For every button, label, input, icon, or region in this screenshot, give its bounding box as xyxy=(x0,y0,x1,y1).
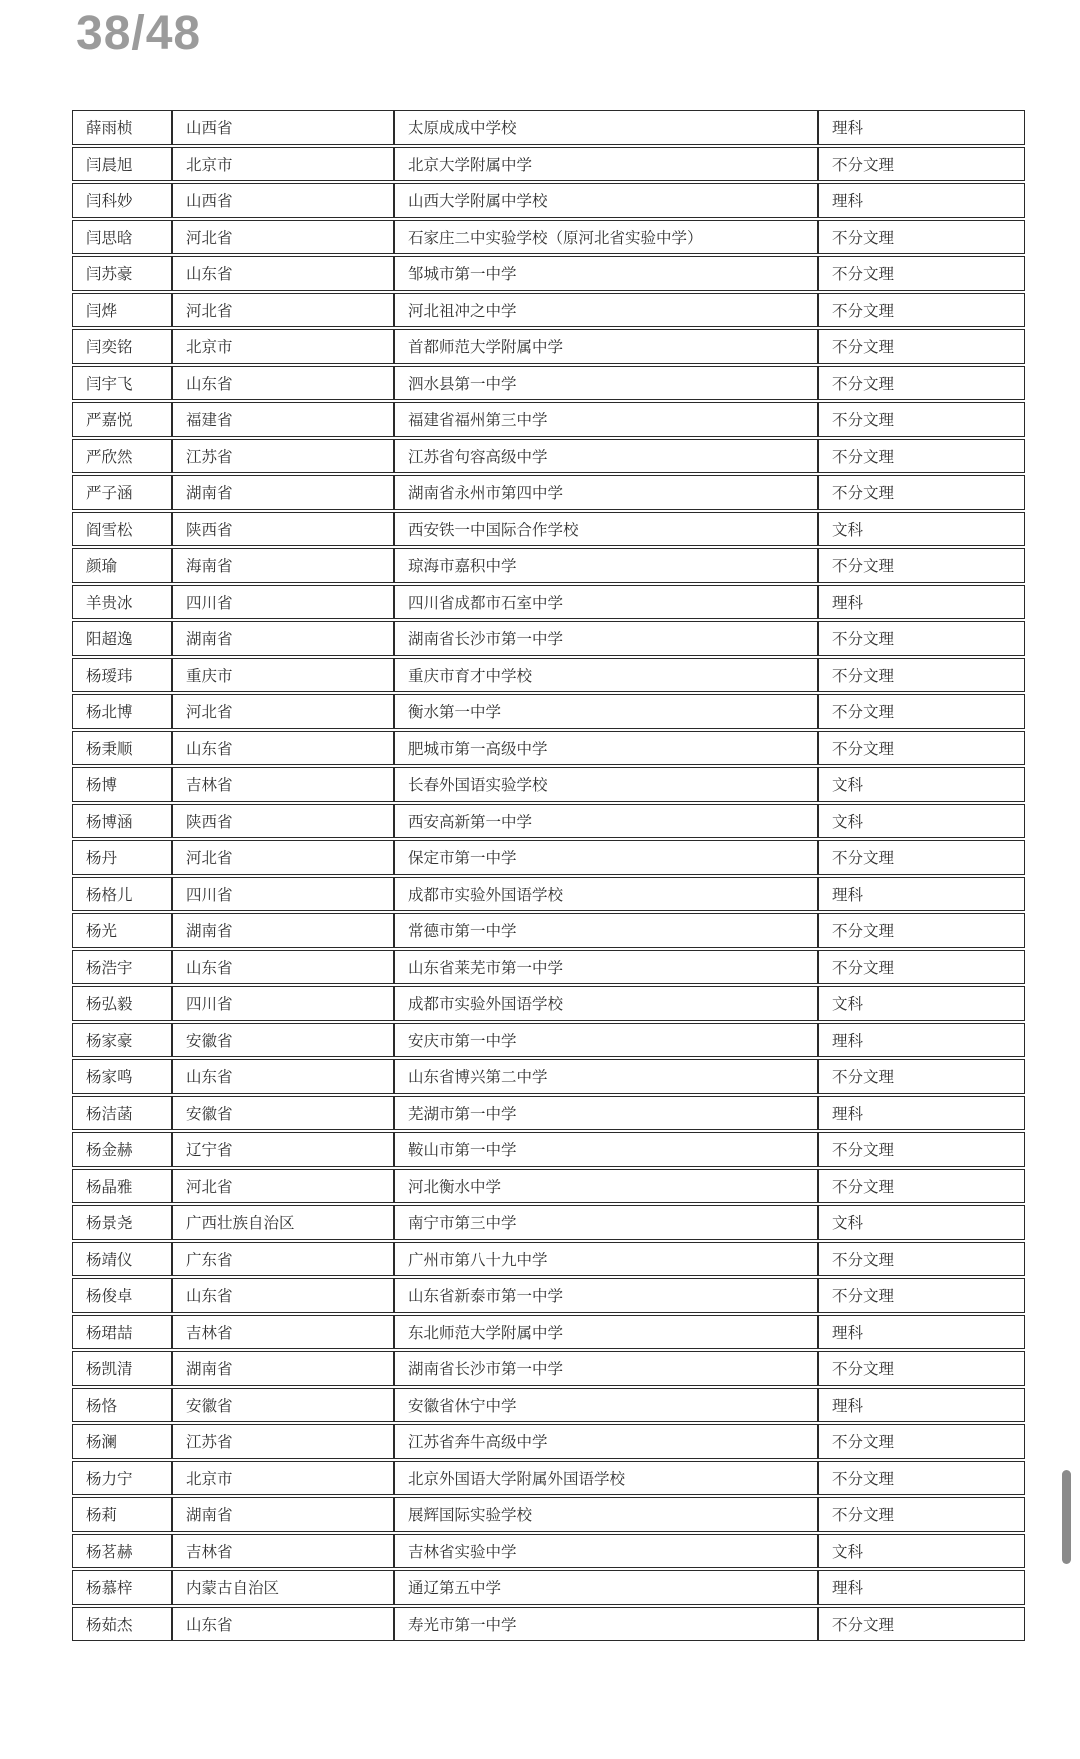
student-name-cell: 杨茗赫 xyxy=(72,1534,172,1569)
student-name-cell: 杨光 xyxy=(72,913,172,948)
table-row xyxy=(72,804,1025,839)
track-cell: 文科 xyxy=(818,986,1025,1021)
track-cell: 文科 xyxy=(818,1534,1025,1569)
province-cell: 山东省 xyxy=(172,256,394,291)
table-row xyxy=(72,1023,1025,1058)
student-name-cell: 闫宇飞 xyxy=(72,366,172,401)
table-row xyxy=(72,512,1025,547)
track-cell: 不分文理 xyxy=(818,329,1025,364)
track-cell: 理科 xyxy=(818,877,1025,912)
table-row xyxy=(72,877,1025,912)
table-row xyxy=(72,183,1025,218)
track-cell: 不分文理 xyxy=(818,1169,1025,1204)
table-row xyxy=(72,767,1025,802)
track-cell: 不分文理 xyxy=(818,402,1025,437)
student-name-cell: 闫晨旭 xyxy=(72,147,172,182)
track-cell: 不分文理 xyxy=(818,1059,1025,1094)
student-name-cell: 闫奕铭 xyxy=(72,329,172,364)
school-cell: 首都师范大学附属中学 xyxy=(394,329,818,364)
school-cell: 寿光市第一中学 xyxy=(394,1607,818,1642)
track-cell: 不分文理 xyxy=(818,548,1025,583)
student-name-cell: 杨晶雅 xyxy=(72,1169,172,1204)
school-cell: 四川省成都市石室中学 xyxy=(394,585,818,620)
table-row xyxy=(72,548,1025,583)
table-row xyxy=(72,220,1025,255)
track-cell: 理科 xyxy=(818,183,1025,218)
school-cell: 南宁市第三中学 xyxy=(394,1205,818,1240)
province-cell: 北京市 xyxy=(172,329,394,364)
table-row xyxy=(72,585,1025,620)
province-cell: 山东省 xyxy=(172,731,394,766)
student-name-cell: 杨家豪 xyxy=(72,1023,172,1058)
school-cell: 湖南省长沙市第一中学 xyxy=(394,621,818,656)
school-cell: 常德市第一中学 xyxy=(394,913,818,948)
table-row xyxy=(72,1205,1025,1240)
table-row xyxy=(72,1388,1025,1423)
track-cell: 理科 xyxy=(818,1388,1025,1423)
province-cell: 四川省 xyxy=(172,877,394,912)
school-cell: 河北祖冲之中学 xyxy=(394,293,818,328)
student-roster-table xyxy=(72,108,1025,1643)
province-cell: 福建省 xyxy=(172,402,394,437)
province-cell: 吉林省 xyxy=(172,1315,394,1350)
track-cell: 文科 xyxy=(818,1205,1025,1240)
school-cell: 保定市第一中学 xyxy=(394,840,818,875)
student-name-cell: 杨瑷玮 xyxy=(72,658,172,693)
province-cell: 重庆市 xyxy=(172,658,394,693)
school-cell: 泗水县第一中学 xyxy=(394,366,818,401)
student-name-cell: 杨浩宇 xyxy=(72,950,172,985)
table-row xyxy=(72,147,1025,182)
track-cell: 不分文理 xyxy=(818,1242,1025,1277)
track-cell: 不分文理 xyxy=(818,694,1025,729)
table-row xyxy=(72,1059,1025,1094)
province-cell: 四川省 xyxy=(172,986,394,1021)
roster-table-body xyxy=(72,110,1025,1641)
student-name-cell: 杨金赫 xyxy=(72,1132,172,1167)
school-cell: 河北衡水中学 xyxy=(394,1169,818,1204)
track-cell: 理科 xyxy=(818,110,1025,145)
table-row xyxy=(72,1132,1025,1167)
school-cell: 邹城市第一中学 xyxy=(394,256,818,291)
province-cell: 山西省 xyxy=(172,110,394,145)
province-cell: 广东省 xyxy=(172,1242,394,1277)
table-row xyxy=(72,1534,1025,1569)
student-name-cell: 杨茹杰 xyxy=(72,1607,172,1642)
table-row xyxy=(72,439,1025,474)
province-cell: 安徽省 xyxy=(172,1023,394,1058)
table-row xyxy=(72,1497,1025,1532)
school-cell: 衡水第一中学 xyxy=(394,694,818,729)
school-cell: 西安高新第一中学 xyxy=(394,804,818,839)
province-cell: 北京市 xyxy=(172,1461,394,1496)
student-name-cell: 羊贵冰 xyxy=(72,585,172,620)
school-cell: 湖南省永州市第四中学 xyxy=(394,475,818,510)
school-cell: 鞍山市第一中学 xyxy=(394,1132,818,1167)
track-cell: 不分文理 xyxy=(818,366,1025,401)
student-name-cell: 杨博涵 xyxy=(72,804,172,839)
province-cell: 湖南省 xyxy=(172,475,394,510)
province-cell: 广西壮族自治区 xyxy=(172,1205,394,1240)
school-cell: 山西大学附属中学校 xyxy=(394,183,818,218)
school-cell: 展辉国际实验学校 xyxy=(394,1497,818,1532)
table-row xyxy=(72,366,1025,401)
province-cell: 江苏省 xyxy=(172,1424,394,1459)
province-cell: 山东省 xyxy=(172,1059,394,1094)
table-row xyxy=(72,1424,1025,1459)
track-cell: 文科 xyxy=(818,804,1025,839)
school-cell: 山东省博兴第二中学 xyxy=(394,1059,818,1094)
student-name-cell: 闫科妙 xyxy=(72,183,172,218)
student-name-cell: 闫思晗 xyxy=(72,220,172,255)
track-cell: 理科 xyxy=(818,585,1025,620)
table-row xyxy=(72,913,1025,948)
school-cell: 太原成成中学校 xyxy=(394,110,818,145)
table-row xyxy=(72,402,1025,437)
student-name-cell: 杨恪 xyxy=(72,1388,172,1423)
student-name-cell: 颜瑜 xyxy=(72,548,172,583)
province-cell: 河北省 xyxy=(172,293,394,328)
school-cell: 吉林省实验中学 xyxy=(394,1534,818,1569)
student-name-cell: 杨莉 xyxy=(72,1497,172,1532)
school-cell: 山东省新泰市第一中学 xyxy=(394,1278,818,1313)
track-cell: 不分文理 xyxy=(818,1497,1025,1532)
province-cell: 陕西省 xyxy=(172,804,394,839)
track-cell: 理科 xyxy=(818,1096,1025,1131)
track-cell: 不分文理 xyxy=(818,1607,1025,1642)
province-cell: 湖南省 xyxy=(172,621,394,656)
student-name-cell: 杨秉顺 xyxy=(72,731,172,766)
province-cell: 江苏省 xyxy=(172,439,394,474)
track-cell: 不分文理 xyxy=(818,621,1025,656)
table-row xyxy=(72,731,1025,766)
track-cell: 不分文理 xyxy=(818,840,1025,875)
school-cell: 通辽第五中学 xyxy=(394,1570,818,1605)
table-row xyxy=(72,840,1025,875)
track-cell: 不分文理 xyxy=(818,1132,1025,1167)
table-row xyxy=(72,110,1025,145)
school-cell: 芜湖市第一中学 xyxy=(394,1096,818,1131)
table-row xyxy=(72,1242,1025,1277)
school-cell: 北京大学附属中学 xyxy=(394,147,818,182)
province-cell: 内蒙古自治区 xyxy=(172,1570,394,1605)
page-indicator: 38/48 xyxy=(76,7,202,60)
province-cell: 山东省 xyxy=(172,366,394,401)
track-cell: 不分文理 xyxy=(818,1278,1025,1313)
student-name-cell: 杨家鸣 xyxy=(72,1059,172,1094)
track-cell: 不分文理 xyxy=(818,220,1025,255)
table-row xyxy=(72,1315,1025,1350)
school-cell: 安庆市第一中学 xyxy=(394,1023,818,1058)
school-cell: 福建省福州第三中学 xyxy=(394,402,818,437)
student-name-cell: 杨靖仪 xyxy=(72,1242,172,1277)
student-name-cell: 杨珺喆 xyxy=(72,1315,172,1350)
school-cell: 广州市第八十九中学 xyxy=(394,1242,818,1277)
student-name-cell: 杨景尧 xyxy=(72,1205,172,1240)
student-name-cell: 杨澜 xyxy=(72,1424,172,1459)
school-cell: 重庆市育才中学校 xyxy=(394,658,818,693)
student-name-cell: 闫苏豪 xyxy=(72,256,172,291)
table-row xyxy=(72,1278,1025,1313)
table-row xyxy=(72,658,1025,693)
province-cell: 湖南省 xyxy=(172,1497,394,1532)
student-name-cell: 严子涵 xyxy=(72,475,172,510)
school-cell: 成都市实验外国语学校 xyxy=(394,877,818,912)
school-cell: 江苏省句容高级中学 xyxy=(394,439,818,474)
track-cell: 不分文理 xyxy=(818,256,1025,291)
school-cell: 长春外国语实验学校 xyxy=(394,767,818,802)
track-cell: 不分文理 xyxy=(818,1351,1025,1386)
school-cell: 湖南省长沙市第一中学 xyxy=(394,1351,818,1386)
school-cell: 肥城市第一高级中学 xyxy=(394,731,818,766)
student-name-cell: 杨慕梓 xyxy=(72,1570,172,1605)
student-name-cell: 杨北博 xyxy=(72,694,172,729)
province-cell: 山西省 xyxy=(172,183,394,218)
student-name-cell: 杨力宁 xyxy=(72,1461,172,1496)
province-cell: 四川省 xyxy=(172,585,394,620)
school-cell: 安徽省休宁中学 xyxy=(394,1388,818,1423)
province-cell: 湖南省 xyxy=(172,913,394,948)
table-row xyxy=(72,256,1025,291)
track-cell: 文科 xyxy=(818,512,1025,547)
table-row xyxy=(72,1169,1025,1204)
province-cell: 山东省 xyxy=(172,950,394,985)
track-cell: 不分文理 xyxy=(818,147,1025,182)
table-row xyxy=(72,986,1025,1021)
province-cell: 山东省 xyxy=(172,1278,394,1313)
student-name-cell: 杨博 xyxy=(72,767,172,802)
track-cell: 文科 xyxy=(818,767,1025,802)
province-cell: 河北省 xyxy=(172,1169,394,1204)
province-cell: 海南省 xyxy=(172,548,394,583)
school-cell: 西安铁一中国际合作学校 xyxy=(394,512,818,547)
province-cell: 辽宁省 xyxy=(172,1132,394,1167)
track-cell: 不分文理 xyxy=(818,731,1025,766)
track-cell: 不分文理 xyxy=(818,658,1025,693)
vertical-scrollbar-thumb[interactable] xyxy=(1062,1470,1071,1564)
school-cell: 江苏省奔牛高级中学 xyxy=(394,1424,818,1459)
student-name-cell: 严欣然 xyxy=(72,439,172,474)
student-name-cell: 杨洁菡 xyxy=(72,1096,172,1131)
school-cell: 琼海市嘉积中学 xyxy=(394,548,818,583)
student-name-cell: 杨弘毅 xyxy=(72,986,172,1021)
student-name-cell: 杨俊卓 xyxy=(72,1278,172,1313)
student-name-cell: 闫烨 xyxy=(72,293,172,328)
track-cell: 不分文理 xyxy=(818,1461,1025,1496)
province-cell: 河北省 xyxy=(172,220,394,255)
track-cell: 不分文理 xyxy=(818,439,1025,474)
school-cell: 石家庄二中实验学校（原河北省实验中学） xyxy=(394,220,818,255)
province-cell: 安徽省 xyxy=(172,1096,394,1131)
province-cell: 北京市 xyxy=(172,147,394,182)
track-cell: 不分文理 xyxy=(818,475,1025,510)
student-name-cell: 杨丹 xyxy=(72,840,172,875)
track-cell: 理科 xyxy=(818,1315,1025,1350)
table-row xyxy=(72,1607,1025,1642)
province-cell: 吉林省 xyxy=(172,1534,394,1569)
table-row xyxy=(72,694,1025,729)
table-row xyxy=(72,329,1025,364)
track-cell: 理科 xyxy=(818,1023,1025,1058)
school-cell: 山东省莱芜市第一中学 xyxy=(394,950,818,985)
province-cell: 陕西省 xyxy=(172,512,394,547)
province-cell: 河北省 xyxy=(172,694,394,729)
table-row xyxy=(72,1570,1025,1605)
province-cell: 吉林省 xyxy=(172,767,394,802)
student-name-cell: 薛雨桢 xyxy=(72,110,172,145)
school-cell: 东北师范大学附属中学 xyxy=(394,1315,818,1350)
track-cell: 理科 xyxy=(818,1570,1025,1605)
table-row xyxy=(72,1096,1025,1131)
school-cell: 成都市实验外国语学校 xyxy=(394,986,818,1021)
student-name-cell: 阎雪松 xyxy=(72,512,172,547)
province-cell: 河北省 xyxy=(172,840,394,875)
table-row xyxy=(72,1351,1025,1386)
province-cell: 安徽省 xyxy=(172,1388,394,1423)
student-name-cell: 杨凯清 xyxy=(72,1351,172,1386)
table-row xyxy=(72,950,1025,985)
student-name-cell: 阳超逸 xyxy=(72,621,172,656)
track-cell: 不分文理 xyxy=(818,1424,1025,1459)
track-cell: 不分文理 xyxy=(818,913,1025,948)
school-cell: 北京外国语大学附属外国语学校 xyxy=(394,1461,818,1496)
track-cell: 不分文理 xyxy=(818,950,1025,985)
table-row xyxy=(72,621,1025,656)
table-row xyxy=(72,475,1025,510)
province-cell: 湖南省 xyxy=(172,1351,394,1386)
table-row xyxy=(72,293,1025,328)
province-cell: 山东省 xyxy=(172,1607,394,1642)
track-cell: 不分文理 xyxy=(818,293,1025,328)
table-row xyxy=(72,1461,1025,1496)
student-name-cell: 严嘉悦 xyxy=(72,402,172,437)
student-name-cell: 杨格儿 xyxy=(72,877,172,912)
